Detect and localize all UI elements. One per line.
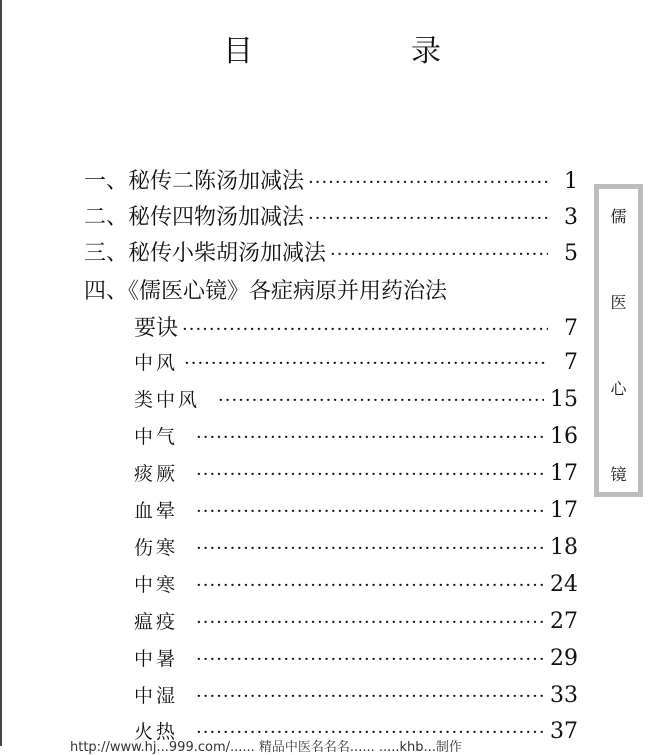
- dot-leader: [196, 538, 544, 559]
- footer-watermark-text: http://www.hj...999.com/...... 精品中医名名名...... .....khb...制作: [70, 740, 462, 755]
- dot-leader: [196, 501, 544, 522]
- book-spine-tab: [594, 184, 643, 497]
- dot-leader: [196, 427, 544, 448]
- toc-entry-3[interactable]: [84, 236, 578, 267]
- toc-entry-4[interactable]: [84, 274, 578, 305]
- toc-page-number: 27: [550, 609, 578, 634]
- toc-entry-label: 类中风: [134, 389, 201, 411]
- spine-character: 心: [610, 379, 627, 398]
- toc-entry-label: 中湿: [134, 685, 179, 707]
- dot-leader: [182, 319, 548, 340]
- dot-leader: [308, 208, 548, 229]
- toc-entry-1[interactable]: [84, 164, 578, 195]
- toc-entry-label: 要诀: [134, 316, 179, 341]
- spine-character: 医: [610, 293, 627, 312]
- toc-entry-label: 一、秘传二陈汤加减法: [84, 169, 305, 194]
- toc-page-number: 17: [550, 461, 578, 486]
- toc-entry-label: 中风: [134, 352, 179, 374]
- toc-entry-11[interactable]: [134, 533, 578, 560]
- dot-leader: [196, 575, 544, 596]
- toc-entry-label: 二、秘传四物汤加减法: [84, 205, 305, 230]
- dot-leader: [308, 172, 548, 193]
- toc-entry-6[interactable]: [134, 348, 578, 375]
- spine-character: 镜: [610, 465, 627, 484]
- toc-entry-label: 痰厥: [134, 463, 179, 485]
- toc-page-number: 7: [564, 350, 578, 375]
- dot-leader: [196, 464, 544, 485]
- toc-entry-label: 中寒: [134, 574, 179, 596]
- toc-page-number: 3: [564, 205, 578, 230]
- dot-leader: [330, 244, 548, 265]
- toc-page-number: 33: [550, 683, 578, 708]
- toc-page-number: 29: [550, 646, 578, 671]
- dot-leader: [196, 612, 544, 633]
- toc-entry-label: 中气: [134, 426, 179, 448]
- toc-entry-label: 伤寒: [134, 537, 179, 559]
- toc-entry-label: 瘟疫: [134, 611, 179, 633]
- dot-leader: [196, 686, 544, 707]
- toc-entry-7[interactable]: [134, 385, 578, 412]
- toc-entry-label: 四、《儒医心镜》各症病原并用药治法: [84, 279, 448, 304]
- toc-entry-13[interactable]: [134, 607, 578, 634]
- toc-entry-14[interactable]: [134, 644, 578, 671]
- toc-page-number: 7: [564, 316, 578, 341]
- toc-entry-15[interactable]: [134, 681, 578, 708]
- dot-leader: [218, 390, 544, 411]
- page-title: 目 录: [223, 34, 505, 69]
- toc-page-number: 5: [564, 241, 578, 266]
- toc-entry-12[interactable]: [134, 570, 578, 597]
- toc-entry-9[interactable]: [134, 459, 578, 486]
- toc-page-number: 24: [550, 572, 578, 597]
- toc-entry-label: 血晕: [134, 500, 179, 522]
- toc-page-number: 1: [564, 169, 578, 194]
- toc-page-number: 17: [550, 498, 578, 523]
- dot-leader: [196, 649, 544, 670]
- toc-entry-2[interactable]: [84, 200, 578, 231]
- dot-leader: [184, 353, 548, 374]
- toc-entry-8[interactable]: [134, 422, 578, 449]
- toc-entry-5[interactable]: [134, 311, 578, 342]
- toc-page-number: 37: [550, 719, 578, 744]
- toc-page-number: 16: [550, 424, 578, 449]
- toc-entry-10[interactable]: [134, 496, 578, 523]
- toc-entry-label: 火热: [134, 721, 179, 743]
- toc-page-number: 15: [550, 387, 578, 412]
- toc-entry-label: 中暑: [134, 648, 179, 670]
- spine-character: 儒: [610, 207, 627, 226]
- toc-page-number: 18: [550, 535, 578, 560]
- toc-entry-label: 三、秘传小柴胡汤加减法: [84, 241, 327, 266]
